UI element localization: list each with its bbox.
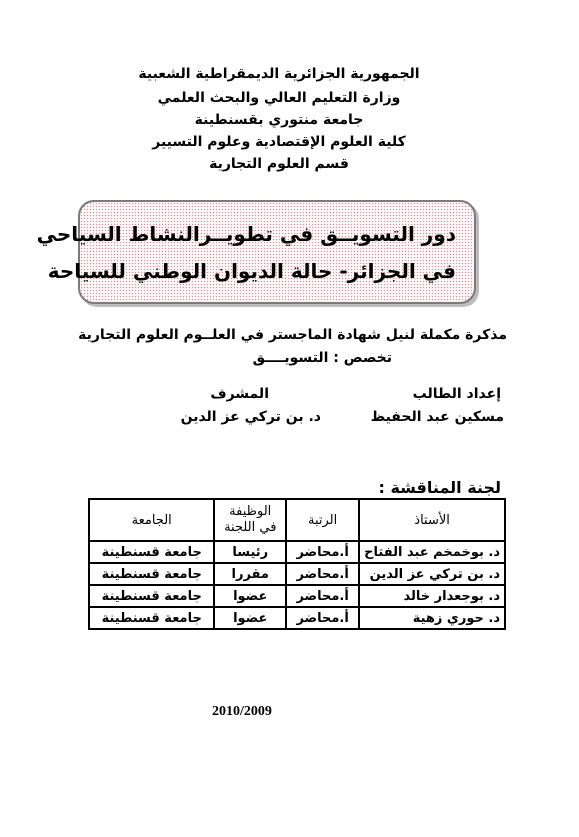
thesis-title-box	[36, 200, 476, 304]
cell-rank: أ.محاضر	[286, 541, 359, 563]
specialization: تخصص : التسويــــق	[252, 350, 392, 366]
table-row	[89, 541, 505, 563]
column-header-rank: الرتبة	[286, 499, 359, 541]
cell-rank: أ.محاضر	[286, 585, 359, 607]
committee-table	[88, 498, 506, 630]
thesis-title-line2: في الجزائر- حالة الديوان الوطني للسياحة	[47, 259, 456, 283]
degree-description: مذكرة مكملة لنيل شهادة الماجستر في العلــوم العلوم التجارية	[78, 327, 507, 343]
supervisor-name: د. بن تركي عز الدين	[180, 409, 321, 425]
header-university: جامعة منتوري بقسنطينة	[194, 112, 364, 128]
supervisor-label: المشرف	[210, 386, 269, 402]
cell-rank: أ.محاضر	[286, 563, 359, 585]
header-faculty: كلية العلوم الإقتصادية وعلوم التسيير	[152, 134, 406, 150]
thesis-title-line1: دور التسويــق في تطويــرالنشاط السياحي	[36, 222, 456, 246]
table-header-row	[89, 499, 505, 541]
cell-rank: أ.محاضر	[286, 607, 359, 629]
table-row	[89, 607, 505, 629]
column-header-role: الوظيفة في اللجنة	[214, 499, 286, 541]
cell-professor: د. حوري زهية	[359, 607, 505, 629]
cell-university: جامعة قسنطينة	[89, 607, 214, 629]
header-republic: الجمهورية الجزائرية الديمقراطية الشعبية	[138, 66, 420, 82]
cell-university: جامعة قسنطينة	[89, 563, 214, 585]
cell-role: مقررا	[214, 563, 286, 585]
table-row	[89, 563, 505, 585]
student-label: إعداد الطالب	[412, 386, 501, 402]
cell-role: عضوا	[214, 585, 286, 607]
header-ministry: وزارة التعليم العالي والبحث العلمي	[157, 90, 401, 106]
cell-role: رئيسا	[214, 541, 286, 563]
student-name: مسكين عبد الحفيظ	[370, 409, 504, 425]
column-header-university: الجامعة	[89, 499, 214, 541]
column-header-professor: الأستاذ	[359, 499, 505, 541]
cell-role: عضوا	[214, 607, 286, 629]
cell-university: جامعة قسنطينة	[89, 541, 214, 563]
committee-heading: لجنة المناقشة :	[378, 478, 501, 497]
cell-professor: د. بوخمخم عبد الفتاح	[359, 541, 505, 563]
cell-professor: د. بوجعدار خالد	[359, 585, 505, 607]
academic-year: 2010/2009	[212, 704, 272, 719]
cell-professor: د. بن تركي عز الدين	[359, 563, 505, 585]
header-department: قسم العلوم التجارية	[209, 156, 349, 172]
cell-university: جامعة قسنطينة	[89, 585, 214, 607]
table-row	[89, 585, 505, 607]
